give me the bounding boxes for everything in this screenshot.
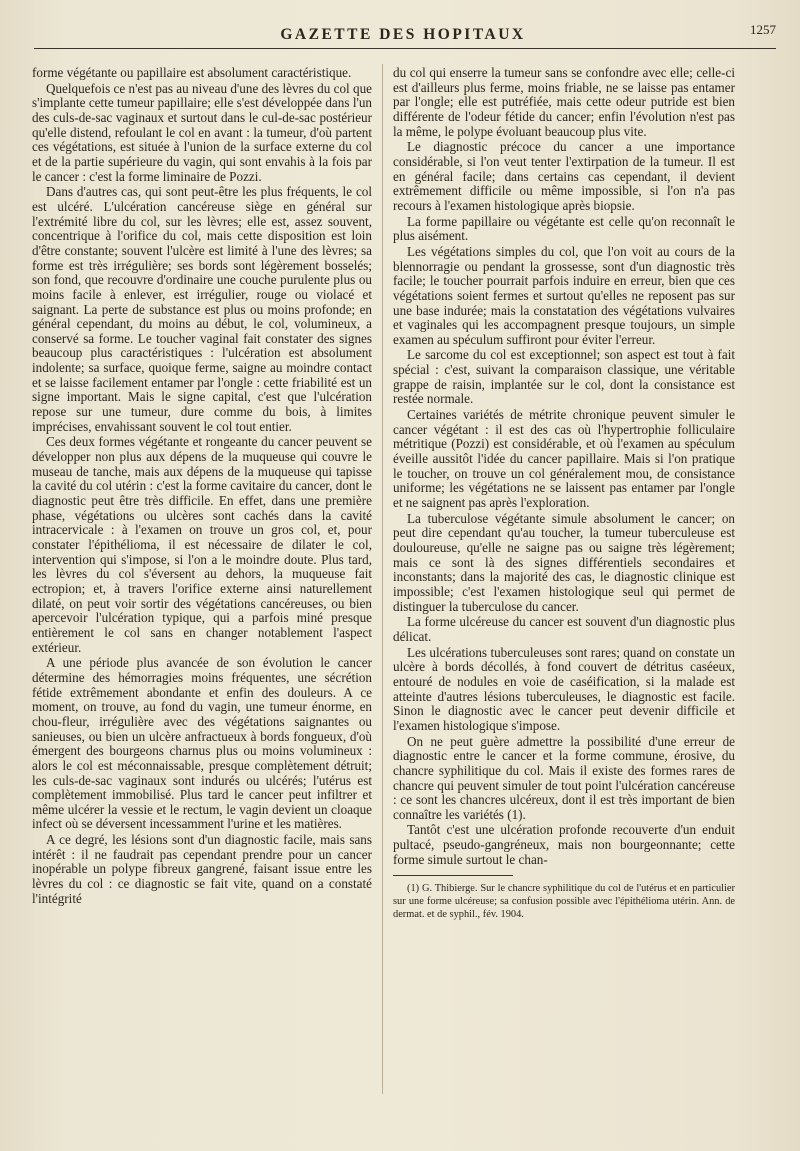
paragraph: Dans d'autres cas, qui sont peut-être les plus fréquents, le col est ulcéré. L'ulcération cancéreuse siège en général sur l'extrémité libre du col, sur les lèvres; elle est, assez souvent, concentrique à l'orifice du col, mais cette disposition est loin d'être constante; souvent l'ulcère est limité à l'une des lèvres; sa forme est très irrégulière; ses bords sont légèrement bosselés; son fond, que recouvre d'ordinaire une couche purulente plus ou moins facile à enlever, est irrégulier, rouge ou violacé et saignant. La perte de substance est plus ou moins profonde; en général cependant, du moins au début, le col, volumineux, a conservé sa forme. Le toucher vaginal fait constater des signes beaucoup plus caractéristiques : l'ulcération est absolument indolente; sa surface, quoique ferme, saigne au moindre contact et se laisse facilement entamer par l'ongle : cette friabilité est un signe important. Mais le signe capital, c'est que l'ulcération repose sur une tumeur, dure comme du bois, à limites imprécises, envahissant souvent le col tout entier.: [32, 184, 372, 434]
paragraph: Les ulcérations tuberculeuses sont rares; quand on constate un ulcère à bords décollés, à fond couvert de détritus caséeux, entouré de nodules en voie de caséification, si la malade est atteinte d'autres lésions tuberculeuses, le diagnostic est facile. Sinon le diagnostic avec le cancer peut devenir difficile et l'examen histologique s'impose.: [393, 644, 735, 733]
header-rule: [34, 48, 776, 49]
paragraph: A ce degré, les lésions sont d'un diagnostic facile, mais sans intérêt : il ne faudrait pas cependant prendre pour un cancer inopérable un polype fibreux gangrené, faisant issue entre les lèvres du col : ce diagnostic se fait vite, quand on a constaté l'intégrité: [32, 832, 372, 906]
paragraph: Ces deux formes végétante et rongeante du cancer peuvent se développer non plus aux dépens de la muqueuse qui couvre le museau de tanche, mais aux dépens de la muqueuse qui tapisse la cavité du col utérin : c'est la forme cavitaire du cancer, dont le diagnostic peut être très difficile. En effet, dans une première phase, végétations ou ulcères sont cachés dans la cavité intracervicale : à l'examen on trouve un gros col, et, pour constater l'épithélioma, il est nécessaire de dilater le col, intervention qui s'impose, si l'on a le moindre doute. Plus tard, les lèvres du col s'éversent au dehors, la muqueuse fait ectropion; et, à travers l'orifice externe ainsi naturellement dilaté, on peut voir sortir des végétations cancéreuses, ou bien apercevoir l'ulcération typique, qui a parfois miné presque entièrement le col sans en changer notablement l'aspect extérieur.: [32, 434, 372, 655]
paragraph: La forme papillaire ou végétante est celle qu'on reconnaît le plus aisément.: [393, 213, 735, 244]
paragraph: On ne peut guère admettre la possibilité d'une erreur de diagnostic entre le cancer et la forme commune, érosive, du chancre syphilitique du col. Mais il existe des formes rares de chancre qui peuvent simuler de tout point l'ulcération cancéreuse : ce sont les chancres ulcéreux, dont il est très important de bien connaître les variétés (1).: [393, 733, 735, 822]
paragraph: Certaines variétés de métrite chronique peuvent simuler le cancer végétant : il est des cas où l'hypertrophie folliculaire métritique (Pozzi) est considérable, et où l'examen au spéculum éveille aussitôt l'idée du cancer papillaire. Mais si l'on pratique le toucher, on trouve un col généralement mou, de consistance uniforme; les végétations ne se laissent pas entamer par l'ongle et ne saignent pas après l'exploration.: [393, 407, 735, 511]
paragraph: Tantôt c'est une ulcération profonde recouverte d'un enduit pultacé, pseudo-gangréneux, mais non bourgeonnante; cette forme simule surtout le chan-: [393, 822, 735, 867]
paragraph: du col qui enserre la tumeur sans se confondre avec elle; celle-ci est d'ailleurs plus ferme, moins friable, ne se laisse pas entamer par l'ongle; elle est putréfiée, mais cette odeur putride est bien différente de l'odeur fétide du cancer; enfin l'évolution n'est pas la même, le polype évoluant beaucoup plus vite.: [393, 65, 735, 139]
paragraph: Le sarcome du col est exceptionnel; son aspect est tout à fait spécial : c'est, suivant la comparaison classique, une véritable grappe de raisin, implantée sur le col, dont la consistance est restée normale.: [393, 347, 735, 407]
paragraph: Les végétations simples du col, que l'on voit au cours de la blennorragie ou pendant la grossesse, sont d'un diagnostic très facile; le toucher pourrait parfois induire en erreur, bien que ces végétations soient fermes et surtout qu'elles ne reposent pas sur une base indurée; mais la constatation des végétations vulvaires et vaginales qui les accompagnent presque toujours, un simple examen au spéculum suffiront pour éviter l'erreur.: [393, 243, 735, 347]
left-column: [32, 66, 372, 906]
footnote-rule: [393, 875, 513, 876]
paragraph: A une période plus avancée de son évolution le cancer détermine des hémorragies moins fréquentes, une sécrétion fétide extrêmement abondante et enfin des douleurs. A ce moment, on trouve, au fond du vagin, une tumeur énorme, en chou-fleur, irrégulière avec des végétations saignantes ou sanieuses, ou bien un ulcère anfractueux à bords fongueux, d'où émergent des bourgeons charnus plus ou moins volumineux : alors le col est méconnaissable, presque complètement détruit; les culs-de-sac vaginaux sont indurés ou ulcérés; l'utérus est complètement immobilisé. Plus tard le cancer peut infiltrer et même ulcérer la vessie et le rectum, le vagin devient un cloaque infect où se déversent incessamment l'urine et les matières.: [32, 655, 372, 832]
footnote: (1) G. Thibierge. Sur le chancre syphilitique du col de l'utérus et en particulier sur une forme ulcéreuse; sa confusion possible avec l'épithélioma utérin. Ann. de dermat. et de syphil., fév. 1904.: [393, 883, 735, 921]
column-divider: [382, 64, 383, 1094]
paragraph: La tuberculose végétante simule absolument le cancer; on peut dire cependant qu'au toucher, la tumeur tuberculeuse est douloureuse, qu'elle ne saigne pas ou saigne très légèrement; mais ce sont là des signes différentiels secondaires et inconstants; dans la majorité des cas, le diagnostic clinique est impossible; c'est l'examen histologique seul qui permet de distinguer la tuberculose du cancer.: [393, 510, 735, 614]
right-column: [393, 66, 735, 921]
page-header: [30, 22, 776, 52]
running-title: GAZETTE DES HOPITAUX: [280, 26, 526, 43]
paragraph: La forme ulcéreuse du cancer est souvent d'un diagnostic plus délicat.: [393, 614, 735, 644]
paragraph: forme végétante ou papillaire est absolument caractéristique.: [32, 65, 352, 80]
page-number: 1257: [750, 22, 776, 37]
paragraph: Le diagnostic précoce du cancer a une importance considérable, si l'on veut tenter l'extirpation de la tumeur. Il est en général facile; dans certains cas cependant, il devient extrêmement difficile ou même impossible, si l'on n'a pas recours à l'examen histologique après biopsie.: [393, 139, 735, 213]
paragraph: Quelquefois ce n'est pas au niveau d'une des lèvres du col que s'implante cette tumeur papillaire; elle s'est développée dans l'un des culs-de-sac vaginaux et surtout dans le cul-de-sac postérieur qu'elle distend, refoulant le col en avant : la tumeur, d'où partent ces végétations, est située à l'union de la surface externe du col et de la partie supérieure du vagin, qui sont envahis à la fois par le cancer : c'est la forme liminaire de Pozzi.: [32, 80, 372, 184]
